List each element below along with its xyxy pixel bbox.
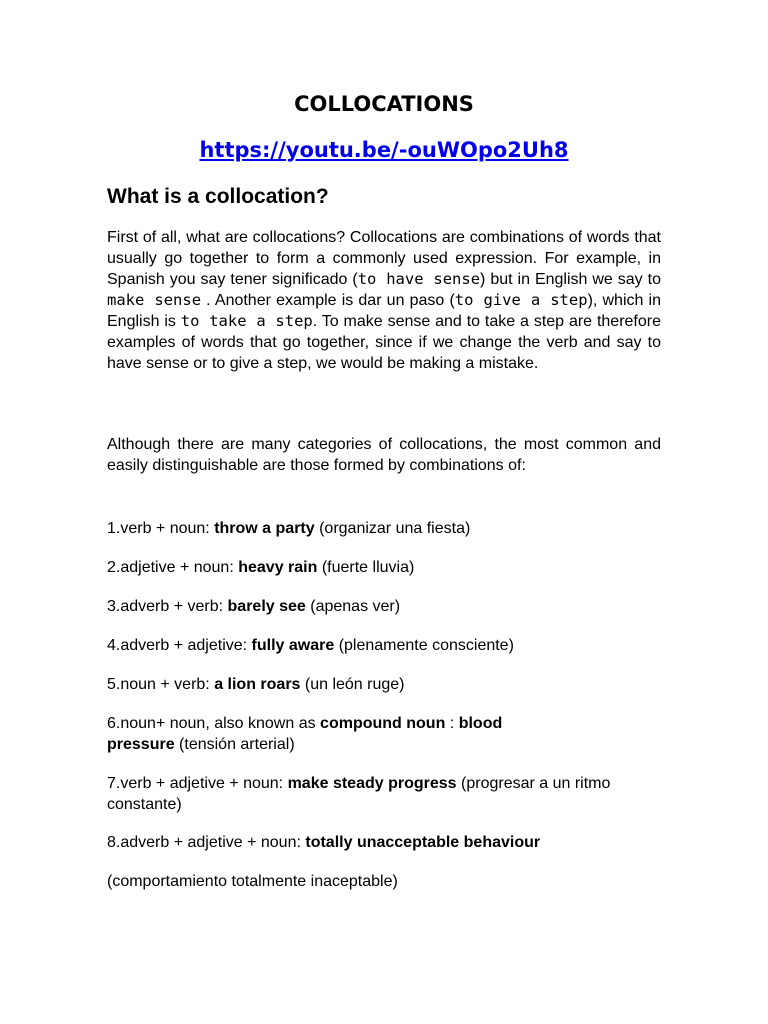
list-item-prefix: 2.adjetive + noun: <box>107 559 239 576</box>
intro-example-3: to give a step <box>454 291 588 309</box>
list-item-translation: (organizar una fiesta) <box>314 520 471 537</box>
list-item-prefix: 5.noun + verb: <box>107 676 215 693</box>
categories-paragraph: Although there are many categories of collocations, the most common and easily distinguishable are those formed by combinations of: <box>107 436 661 474</box>
video-link[interactable]: https://youtu.be/-ouWOpo2Uh8 <box>199 138 569 162</box>
list-item-collocation-cont: pressure <box>107 736 175 753</box>
list-item-translation-line: (comportamiento totalmente inaceptable) <box>107 873 398 890</box>
intro-paragraph <box>107 227 661 374</box>
list-item-collocation: blood <box>458 715 503 732</box>
list-item-translation: (fuerte lluvia) <box>317 559 415 576</box>
intro-text-1: First of all, what are collocations? Collocations are combinations of words that usually go together to form a commonly used expression. For example, in Spanish you say tener significado ( <box>107 229 661 288</box>
list-item-prefix: 7.verb + adjetive + noun: <box>107 775 288 792</box>
list-item-prefix: 1.verb + noun: <box>107 520 215 537</box>
section-heading: What is a collocation? <box>107 185 329 208</box>
list-item <box>107 635 661 656</box>
list-item <box>107 596 661 617</box>
list-item-translation: (apenas ver) <box>305 598 401 615</box>
list-item-collocation: throw a party <box>214 520 315 537</box>
list-item-translation: (un león ruge) <box>300 676 405 693</box>
list-item-prefix: 8.adverb + adjetive + noun: <box>107 834 306 851</box>
list-item <box>107 713 661 755</box>
list-item <box>107 674 661 695</box>
video-link-container <box>0 136 768 164</box>
intro-text-5: . To make sense and to take a step are therefore examples of words that go together, since if we change the verb and say to have sense or to give a step, we would be making a mistake. <box>107 313 661 372</box>
list-item-prefix: 4.adverb + adjetive: <box>107 637 252 654</box>
list-item <box>107 773 661 815</box>
list-item-collocation: a lion roars <box>214 676 301 693</box>
list-item-collocation: totally unacceptable behaviour <box>305 834 541 851</box>
list-item-translation: (progresar a un ritmo constante) <box>107 775 611 813</box>
list-item-collocation: heavy rain <box>238 559 318 576</box>
intro-example-4: to take a step <box>180 312 313 330</box>
list-item-collocation: fully aware <box>251 637 335 654</box>
intro-text-4: ), which in English is <box>107 292 661 330</box>
intro-example-1: to have sense <box>357 270 481 288</box>
list-item-prefix: 6.noun+ noun, also known as <box>107 715 321 732</box>
list-item <box>107 832 661 853</box>
list-item-collocation: make steady progress <box>287 775 457 792</box>
list-item <box>107 518 661 539</box>
list-item <box>107 557 661 578</box>
page-title: COLLOCATIONS <box>294 92 474 116</box>
list-item-prefix: 3.adverb + verb: <box>107 598 228 615</box>
list-item-separator: : <box>445 715 459 732</box>
list-item-translation: (tensión arterial) <box>174 736 295 753</box>
intro-text-3: . Another example is dar un paso ( <box>201 292 455 309</box>
list-item-collocation: barely see <box>227 598 306 615</box>
intro-example-2: make sense <box>107 291 202 309</box>
intro-text-2: ) but in English we say to <box>480 271 661 288</box>
list-item-term: compound noun <box>320 715 446 732</box>
list-item-translation: (plenamente consciente) <box>334 637 514 654</box>
